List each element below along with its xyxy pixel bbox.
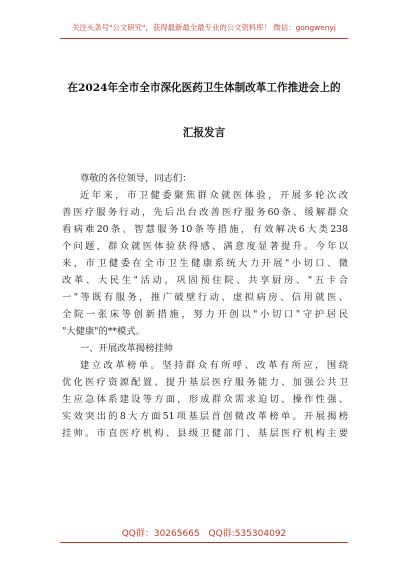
paragraph-line: "大健康"的**模式。 [62,326,145,337]
paragraph-line: 生应急体系建设等方面，形成群众需求迫切、操作性强、 [62,394,348,405]
footer-qq-group-2: QQ群:535304092 [208,529,287,539]
footer-qq-group-1: QQ群：30265665 [121,529,200,539]
paragraph-line: 近年来，市卫健委聚焦群众就医体验，开展多轮次改 [80,190,348,201]
paragraph-line: 改革、大民生"活动，巩固预住院、共享厨房、"五卡合 [62,275,348,286]
document-subtitle: 汇报发言 [182,127,226,139]
paragraph-line: 一"等既有服务，推广破壁行动、虚拟病房、信用就医、 [62,292,348,303]
paragraph-line: 善医疗服务行动，先后出台改善医疗服务60条、缓解群众 [62,207,348,218]
header-rule [60,38,348,39]
salutation: 尊敬的各位领导，同志们： [80,173,192,184]
footer-contact [0,526,408,539]
paragraph-line: 建立改革榜单。坚持群众有所呼、改革有所应，围绕 [80,360,348,371]
footer-rule [60,542,348,543]
paragraph-line: 优化医疗资源配置、提升基层医疗服务能力、加强公共卫 [62,377,348,388]
paragraph-line: 个问题，群众就医体验获得感、满意度显著提升。今年以 [62,241,348,252]
section-heading: 一、开展改革揭榜挂帅 [80,343,173,354]
paragraph-line: 挂帅。市直医疗机构、县级卫健部门、基层医疗机构主要 [62,428,348,439]
header-banner: 关注头条号"公文研究"，获得最新最全最专业的公文资料库！ 微信：gongwenyj [72,23,336,32]
paragraph-line: 来，市卫健委在全市卫生健康系统大力开展"小切口、微 [62,258,348,269]
paragraph-line: 看病难20条、智慧服务10条等措施，有效解决6大类238 [62,224,348,235]
paragraph-line: 实效突出的8大方面51项基层首创微改革榜单。开展揭榜 [62,411,348,422]
paragraph-line: 全院一张床等创新措施，努力开创以"小切口"守护居民 [62,309,348,320]
document-body [62,170,348,442]
document-title: 在2024年全市全市深化医药卫生体制改革工作推进会上的 [67,82,341,94]
